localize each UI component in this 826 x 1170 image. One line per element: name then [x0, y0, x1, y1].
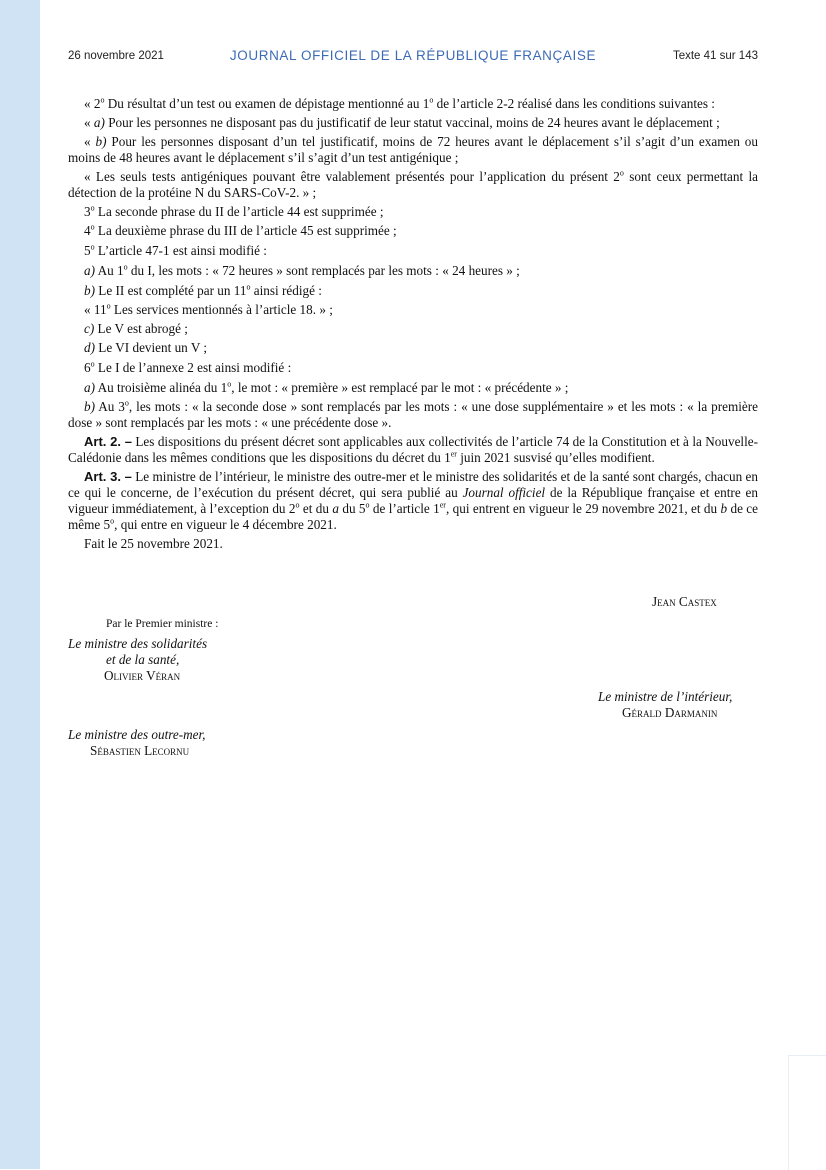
paragraph: 4$^o$ La deuxième phrase du III de l’article 45 est supprimée ; [84, 222, 397, 238]
paragraph: a) Au 1$^o$ du I, les mots : « 72 heures » sont remplacés par les mots : « 24 heures » ; [84, 262, 520, 278]
article-3: Art. 3. – Le ministre de l’intérieur, le ministre des outre-mer et le ministre des solidarités et de la santé sont chargés, chacun en ce qui le concerne, de l’exécution du présent décret, qui sera publié au Journal officiel de la République française et entre en vigueur immédiatement, à l’exception du 2$^o$ et du a du 5$^o$ de l’article 1er, qui entrent en vigueur le 29 novembre 2021, et du b de ce même 5$^o$, qui entre en vigueur le 4 décembre 2021. [68, 469, 759, 532]
paragraph: 5$^o$ L’article 47-1 est ainsi modifié : [84, 242, 267, 258]
signature-block-interieur [598, 689, 732, 721]
decree-body [68, 96, 758, 555]
header-page-number: Texte 41 sur 143 [672, 50, 758, 62]
signature-block-outremer [68, 727, 205, 759]
paragraph: « 11$^o$ Les services mentionnés à l’article 18. » ; [84, 301, 333, 317]
page-header [68, 48, 758, 66]
paragraph: d) Le VI devient un V ; [84, 340, 208, 355]
minister-title: et de la santé, [106, 652, 180, 667]
paragraph: c) Le V est abrogé ; [84, 321, 188, 336]
paragraph: b) Au 3$^o$, les mots : « la seconde dose » sont remplacés par les mots : « une dose supplémentaire » et les mots : « la première dose » sont remplacés par les mots : « une précédente dose ». [68, 398, 758, 430]
left-margin-band [0, 0, 40, 1169]
minister-name: Olivier Véran [104, 668, 181, 683]
minister-title: Le ministre de l’intérieur, [598, 689, 733, 704]
paragraph: « a) Pour les personnes ne disposant pas du justificatif de leur statut vaccinal, moins de 24 heures avant le déplacement ; [84, 115, 720, 130]
signature-prime-minister: Jean Castex [652, 594, 717, 609]
paragraph: « 2$^o$ Du résultat d’un test ou examen de dépistage mentionné au 1$^o$ de l’article 2-2 réalisé dans les conditions suivantes : [84, 95, 715, 111]
article-heading: Art. 2. – [84, 434, 132, 449]
article-2: Art. 2. – Les dispositions du présent décret sont applicables aux collectivités de l’article 74 de la Constitution et à la Nouvelle-Calédonie dans les mêmes conditions que les dispositions du décret du 1er juin 2021 susvisé qu’elles modifient. [68, 434, 758, 465]
minister-title: Le ministre des solidarités [68, 636, 208, 651]
fait-le: Fait le 25 novembre 2021. [84, 536, 223, 551]
minister-title: Le ministre des outre-mer, [68, 727, 206, 742]
paragraph: a) Au troisième alinéa du 1$^o$, le mot : « première » est remplacé par le mot : « précédente » ; [84, 379, 569, 395]
paragraph: b) Le II est complété par un 11$^o$ ainsi rédigé : [84, 282, 322, 298]
minister-name: Sébastien Lecornu [90, 743, 190, 758]
page-corner [788, 1055, 826, 1170]
paragraph: 6$^o$ Le I de l’annexe 2 est ainsi modifié : [84, 359, 292, 375]
header-journal-title: JOURNAL OFFICIEL DE LA RÉPUBLIQUE FRANÇAISE [229, 48, 597, 63]
signature-block-sante [68, 636, 207, 684]
paragraph: 3$^o$ La seconde phrase du II de l’article 44 est supprimée ; [84, 203, 384, 219]
par-le-premier-ministre: Par le Premier ministre : [106, 618, 219, 630]
paragraph: « Les seuls tests antigéniques pouvant être valablement présentés pour l’application du présent 2$^o$ sont ceux permettant la détection de la protéine N du SARS-CoV-2. » ; [68, 168, 758, 200]
minister-name: Gérald Darmanin [622, 705, 718, 720]
header-date: 26 novembre 2021 [68, 50, 164, 62]
paragraph: « b) Pour les personnes disposant d’un tel justificatif, moins de 72 heures avant le déplacement s’il s’agit d’un examen ou moins de 48 heures avant le déplacement s’il s’agit d’un test antigénique ; [68, 134, 758, 165]
article-heading: Art. 3. – [84, 469, 132, 484]
